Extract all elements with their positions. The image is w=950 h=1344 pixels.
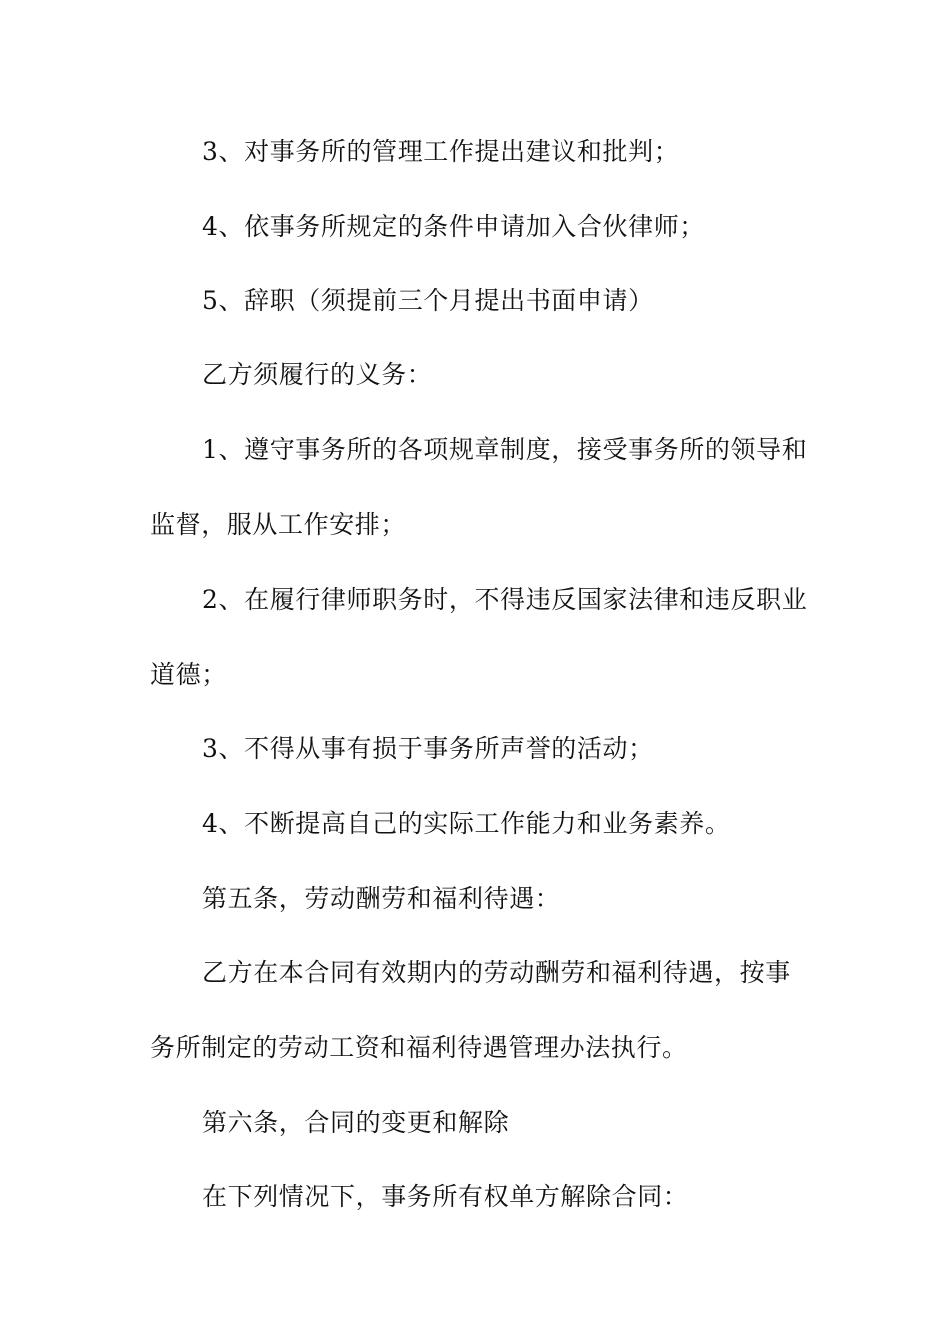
paragraph-line: 2、在履行律师职务时，不得违反国家法律和违反职业 (202, 585, 808, 614)
paragraph-continuation-line: 务所制定的劳动工资和福利待遇管理办法执行。 (150, 1033, 688, 1062)
paragraph-line: 4、依事务所规定的条件申请加入合伙律师； (202, 212, 705, 241)
paragraph-line: 5、辞职（须提前三个月提出书面申请） (202, 286, 654, 315)
paragraph-line: 3、不得从事有损于事务所声誉的活动； (202, 734, 654, 763)
paragraph-line: 4、不断提高自己的实际工作能力和业务素养。 (202, 809, 731, 838)
paragraph-line: 在下列情况下，事务所有权单方解除合同： (202, 1182, 689, 1211)
article-heading: 第五条，劳动酬劳和福利待遇： (202, 884, 561, 913)
article-heading: 第六条，合同的变更和解除 (202, 1108, 510, 1137)
paragraph-continuation-line: 监督，服从工作安排； (150, 510, 407, 539)
paragraph-continuation-line: 道德； (150, 660, 227, 689)
paragraph-line: 3、对事务所的管理工作提出建议和批判； (202, 137, 680, 166)
paragraph-line: 1、遵守事务所的各项规章制度，接受事务所的领导和 (202, 435, 808, 464)
section-heading: 乙方须履行的义务： (202, 360, 433, 389)
paragraph-line: 乙方在本合同有效期内的劳动酬劳和福利待遇，按事 (202, 958, 791, 987)
